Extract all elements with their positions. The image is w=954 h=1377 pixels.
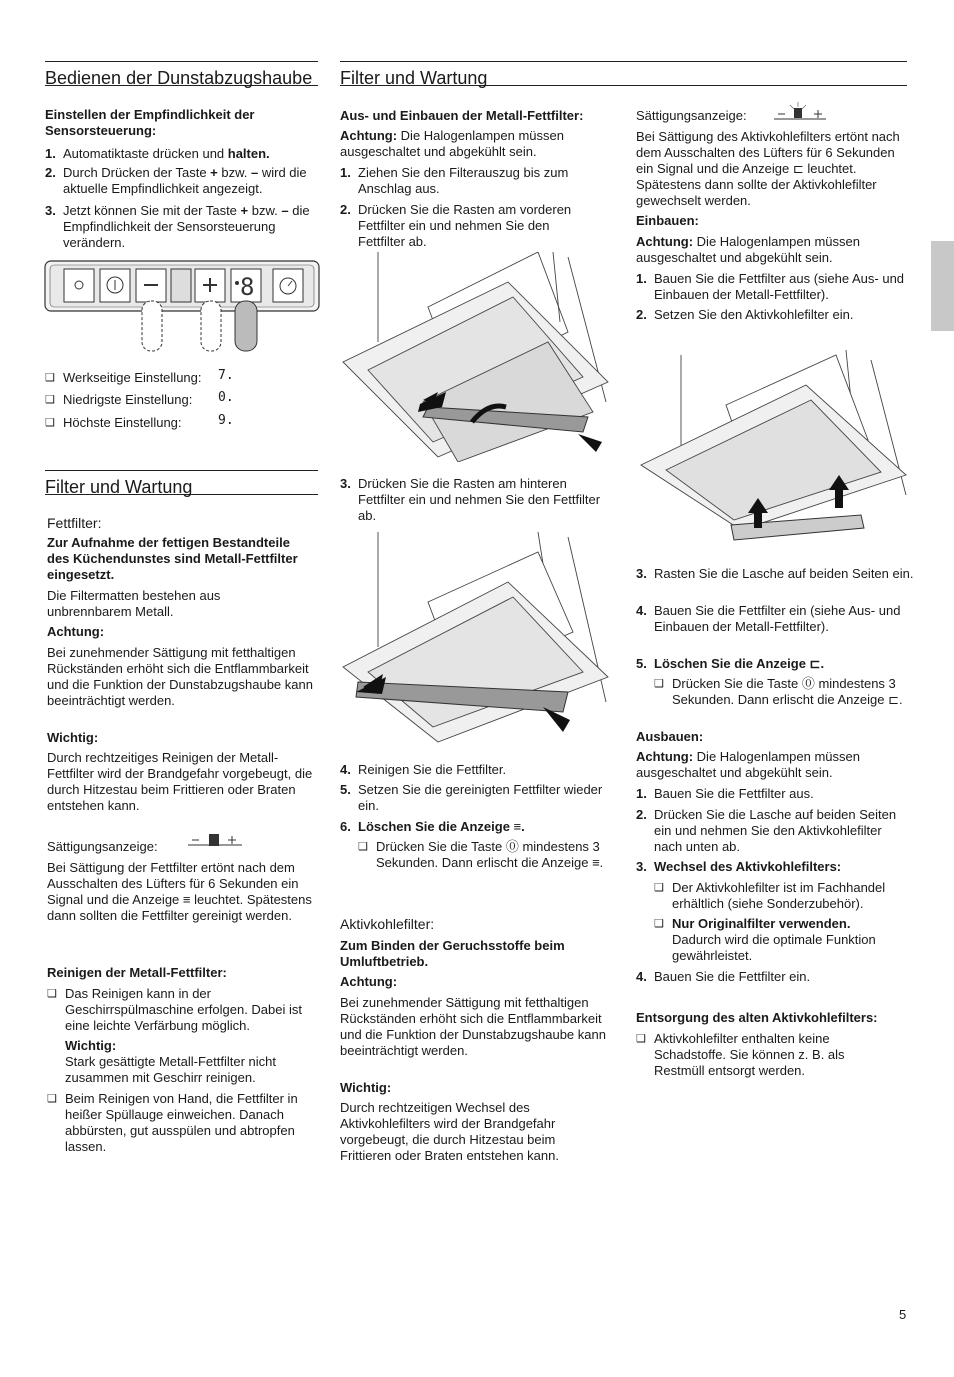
aktivkohle-wichtig-text: Durch rechtzeitigen Wechsel des Aktivkohlefilters wird der Brandgefahr vorgebeugt, die durch Hitzestau beim Frittieren oder Braten entstehen kann. (340, 1100, 559, 1163)
fettfilter-material: Die Filtermatten bestehen aus unbrennbarem Metall. (47, 588, 221, 619)
setting-factory: ❑ Werkseitige Einstellung: (45, 370, 263, 386)
hood-illustration-front-filter (338, 252, 613, 462)
ausbau-step-6-sub: ❑ Drücken Sie die Taste ⓪ mindestens 3 Sekunden. Dann erlischt die Anzeige ≡. (358, 839, 626, 871)
wechsel-item-1: ❑ Der Aktivkohlefilter ist im Fachhandel erhältlich (siehe Sonderzubehör). (654, 880, 922, 912)
ausbau-step-5: 5. Setzen Sie die gereinigten Fettfilter wieder ein. (340, 782, 603, 813)
hood-illustration-activated-carbon (636, 350, 911, 550)
einbauen-step-3: 3. Rasten Sie die Lasche auf beiden Seiten ein. (636, 566, 914, 581)
ausbau-step-2: 2. Drücken Sie die Rasten am vorderen Fettfilter ein und nehmen Sie den Fettfilter ab. (340, 202, 572, 249)
aktivkohle-achtung-text: Bei zunehmender Sättigung mit fetthaltigen Rückständen erhöht sich die Entflammbarkeit und die Funktion der Dunstabzugshaube kann beeinträchtigt werden. (340, 995, 606, 1058)
saettigung-display-icon (186, 830, 244, 850)
einbauen-achtung: Achtung: Die Halogenlampen müssen ausgeschaltet und abgekühlt sein. (636, 234, 860, 265)
einbauen-step-1: 1. Bauen Sie die Fettfilter aus (siehe Aus- und Einbauen der Metall-Fettfilter). (636, 271, 905, 302)
ausbauen-achtung: Achtung: Die Halogenlampen müssen ausgeschaltet und abgekühlt sein. (636, 749, 860, 780)
sensor-step-2: 2. Durch Drücken der Taste + bzw. – wird die aktuelle Empfindlichkeit angezeigt. (45, 165, 307, 196)
hood-illustration-rear-filter (338, 532, 613, 747)
einbauen-step-2: 2. Setzen Sie den Aktivkohlefilter ein. (636, 307, 854, 322)
fettfilter-achtung-label: Achtung: (47, 624, 105, 639)
sensor-subheading: Einstellen der Empfindlichkeit der Sensorsteuerung: (45, 107, 255, 138)
section-title-filter-main: Filter und Wartung (340, 61, 907, 86)
ausbau-achtung: Achtung: Die Halogenlampen müssen ausgeschaltet und abgekühlt sein. (340, 128, 564, 159)
einbauen-heading: Einbauen: (636, 213, 699, 228)
reinigen-wichtig-label: Wichtig: (65, 1038, 117, 1053)
setting-lowest-value: 0. (218, 390, 234, 405)
section-title-bedienen: Bedienen der Dunstabzugshaube (45, 61, 318, 86)
chapter-tab-marker (931, 241, 954, 331)
saettigung-label-right: Sättigungsanzeige: (636, 108, 747, 123)
einbauen-step-5-sub: ❑ Drücken Sie die Taste ⓪ mindestens 3 Sekunden. Dann erlischt die Anzeige ⊏. (654, 676, 922, 708)
reinigen-heading: Reinigen der Metall-Fettfilter: (47, 965, 227, 980)
einbauen-step-4: 4. Bauen Sie die Fettfilter ein (siehe Aus- und Einbauen der Metall-Fettfilter). (636, 603, 901, 634)
ausbau-step-3: 3. Drücken Sie die Rasten am hinteren Fettfilter ein und nehmen Sie den Fettfilter ab. (340, 476, 601, 523)
control-panel-illustration (44, 259, 320, 354)
fettfilter-wichtig-label: Wichtig: (47, 730, 99, 745)
ausbauen-step-1: 1. Bauen Sie die Fettfilter aus. (636, 786, 814, 801)
einbauen-step-5: 5. Löschen Sie die Anzeige ⊏. (636, 656, 825, 671)
ausbauen-step-3: 3. Wechsel des Aktivkohlefilters: (636, 859, 842, 874)
setting-highest-value: 9. (218, 413, 234, 428)
reinigen-item-1: ❑ Das Reinigen kann in der Geschirrspülmaschine erfolgen. Dabei ist eine leichte Verfärbung möglich. (47, 986, 315, 1034)
ausbauen-step-2: 2. Drücken Sie die Lasche auf beiden Seiten ein und nehmen Sie den Aktivkohlefilter nach unten ab. (636, 807, 897, 854)
entsorgung-item: ❑ Aktivkohlefilter enthalten keine Schadstoffe. Sie können z. B. als Restmüll entsorgt werden. (636, 1031, 894, 1079)
fettfilter-heading: Fettfilter: (47, 515, 102, 531)
fettfilter-wichtig-text: Durch rechtzeitiges Reinigen der Metall-Fettfilter wird der Brandgefahr vorgebeugt, die durch Hitzestau beim Frittieren oder Braten entstehen kann. (47, 750, 313, 813)
sensor-step-3: 3. Jetzt können Sie mit der Taste + bzw. – die Empfindlichkeit der Sensorsteuerung verändern. (45, 203, 310, 250)
aktivkohle-wichtig-label: Wichtig: (340, 1080, 392, 1095)
aktivkohle-saettigung-icon (772, 102, 828, 124)
saettigung-label-left: Sättigungsanzeige: (47, 839, 158, 854)
ausbauen-step-4: 4. Bauen Sie die Fettfilter ein. (636, 969, 811, 984)
wechsel-item-2: ❑ Nur Originalfilter verwenden. Dadurch wird die optimale Funktion gewährleistet. (654, 916, 922, 964)
section-title-filter-left: Filter und Wartung (45, 470, 318, 495)
fettfilter-achtung-text: Bei zunehmender Sättigung mit fetthaltigen Rückständen erhöht sich die Entflammbarkeit und die Funktion der Dunstabzugshaube kann beeinträchtigt werden. (47, 645, 313, 708)
entsorgung-heading: Entsorgung des alten Aktivkohlefilters: (636, 1010, 878, 1025)
ausbau-step-1: 1. Ziehen Sie den Filterauszug bis zum Anschlag aus. (340, 165, 569, 196)
saettigung-text-right: Bei Sättigung des Aktivkohlefilters ertönt nach dem Ausschalten des Lüfters für 6 Sekunden ein Signal und die Anzeige ⊏ leuchtet. Spätestens dann sollte der Aktivkohlefilter gewechselt werden. (636, 129, 900, 208)
aktivkohle-heading: Aktivkohlefilter: (340, 916, 435, 932)
fettfilter-intro: Zur Aufnahme der fettigen Bestandteile des Küchendunstes sind Metall-Fettfilter eingesetzt. (47, 535, 298, 582)
setting-highest: ❑ Höchste Einstellung: (45, 415, 263, 431)
aktivkohle-intro: Zum Binden der Geruchsstoffe beim Umluftbetrieb. (340, 938, 565, 969)
setting-factory-value: 7. (218, 368, 234, 383)
ausbau-step-4: 4. Reinigen Sie die Fettfilter. (340, 762, 507, 777)
aktivkohle-achtung-label: Achtung: (340, 974, 398, 989)
reinigen-wichtig-text: Stark gesättigte Metall-Fettfilter nicht zusammen mit Geschirr reinigen. (65, 1054, 276, 1085)
ausbau-fettfilter-heading: Aus- und Einbauen der Metall-Fettfilter: (340, 108, 584, 123)
setting-lowest: ❑ Niedrigste Einstellung: (45, 392, 263, 408)
svg-text:8: 8 (240, 273, 255, 301)
saettigung-text-left: Bei Sättigung der Fettfilter ertönt nach dem Ausschalten des Lüfters für 6 Sekunden ein Signal und die Anzeige ≡ leuchtet. Spätestens dann sollten die Fettfilter gereinigt werden. (47, 860, 312, 923)
reinigen-item-2: ❑ Beim Reinigen von Hand, die Fettfilter in heißer Spüllauge einweichen. Danach abbürsten, gut ausspülen und abtropfen lassen. (47, 1091, 315, 1155)
ausbauen-heading: Ausbauen: (636, 729, 704, 744)
ausbau-step-6: 6. Löschen Sie die Anzeige ≡. (340, 819, 525, 834)
page-number: 5 (899, 1307, 907, 1322)
sensor-step-1: 1. Automatiktaste drücken und halten. (45, 146, 270, 161)
